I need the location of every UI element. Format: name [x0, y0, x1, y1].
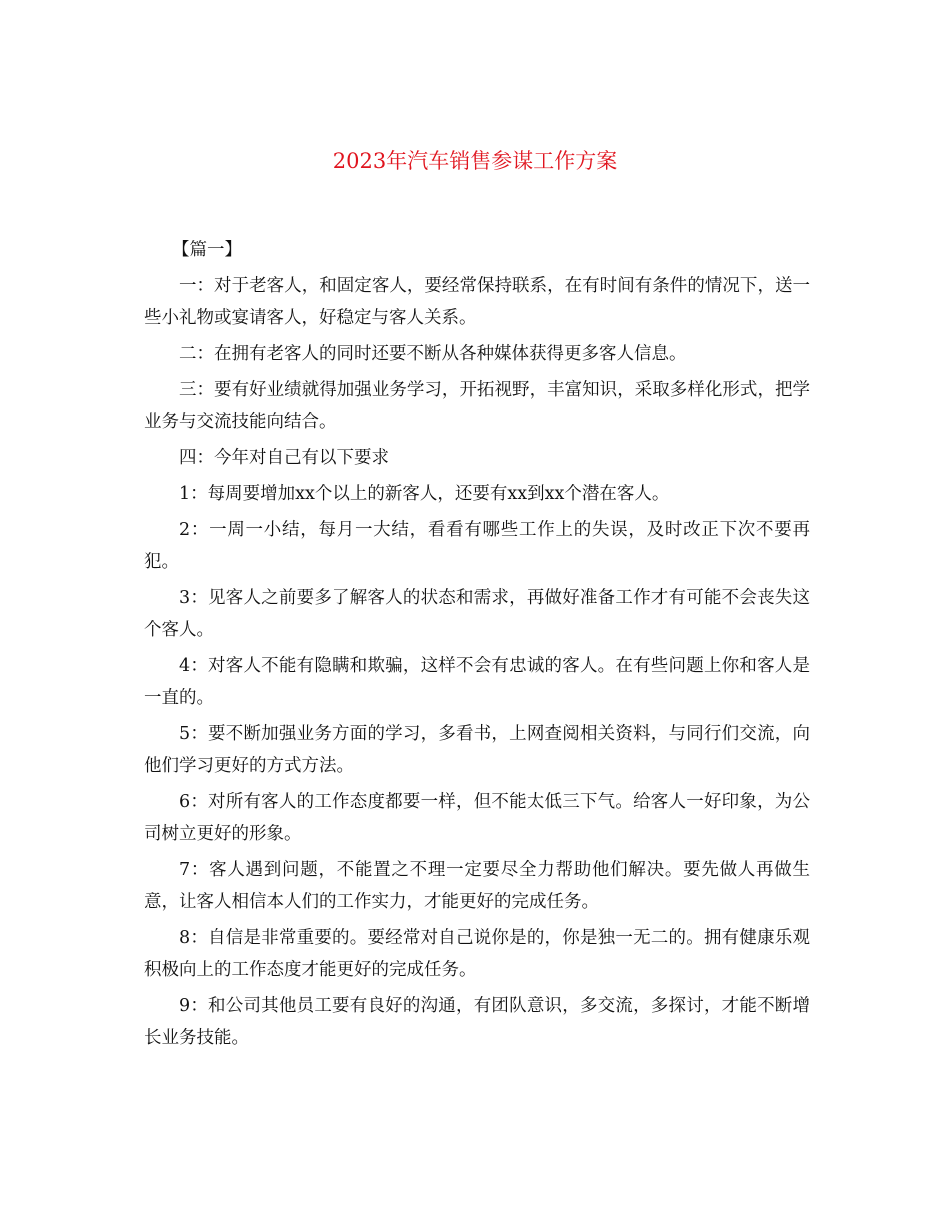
- requirement-9: 9：和公司其他员工要有良好的沟通，有团队意识，多交流，多探讨，才能不断增长业务技能。: [144, 996, 810, 1048]
- requirement-3: 3：见客人之前要多了解客人的状态和需求，再做好准备工作才有可能不会丧失这个客人。: [144, 588, 810, 640]
- document-title: 2023年汽车销售参谋工作方案: [332, 149, 618, 173]
- paragraph-4: 四：今年对自己有以下要求: [179, 448, 389, 468]
- requirement-6: 6：对所有客人的工作态度都要一样，但不能太低三下气。给客人一好印象，为公司树立更好的形象。: [144, 792, 810, 844]
- requirement-8: 8：自信是非常重要的。要经常对自己说你是的，你是独一无二的。拥有健康乐观积极向上的工作态度才能更好的完成任务。: [144, 928, 810, 980]
- requirement-5: 5：要不断加强业务方面的学习，多看书，上网查阅相关资料，与同行们交流，向他们学习更好的方式方法。: [144, 724, 810, 776]
- requirement-4: 4：对客人不能有隐瞒和欺骗，这样不会有忠诚的客人。在有些问题上你和客人是一直的。: [144, 656, 810, 708]
- paragraph-1: 一：对于老客人，和固定客人，要经常保持联系，在有时间有条件的情况下，送一些小礼物或宴请客人，好稳定与客人关系。: [144, 276, 810, 328]
- paragraph-3: 三：要有好业绩就得加强业务学习，开拓视野，丰富知识，采取多样化形式，把学业务与交流技能向结合。: [144, 380, 810, 432]
- document-body: [144, 234, 810, 1058]
- paragraph-2: 二：在拥有老客人的同时还要不断从各种媒体获得更多客人信息。: [179, 344, 687, 364]
- section-label: 【篇一】: [172, 240, 242, 260]
- requirement-1: 1：每周要增加xx个以上的新客人，还要有xx到xx个潜在客人。: [179, 484, 670, 504]
- requirement-2: 2：一周一小结，每月一大结，看看有哪些工作上的失误，及时改正下次不要再犯。: [144, 520, 810, 572]
- requirement-7: 7：客人遇到问题，不能置之不理一定要尽全力帮助他们解决。要先做人再做生意，让客人相信本人们的工作实力，才能更好的完成任务。: [144, 860, 810, 912]
